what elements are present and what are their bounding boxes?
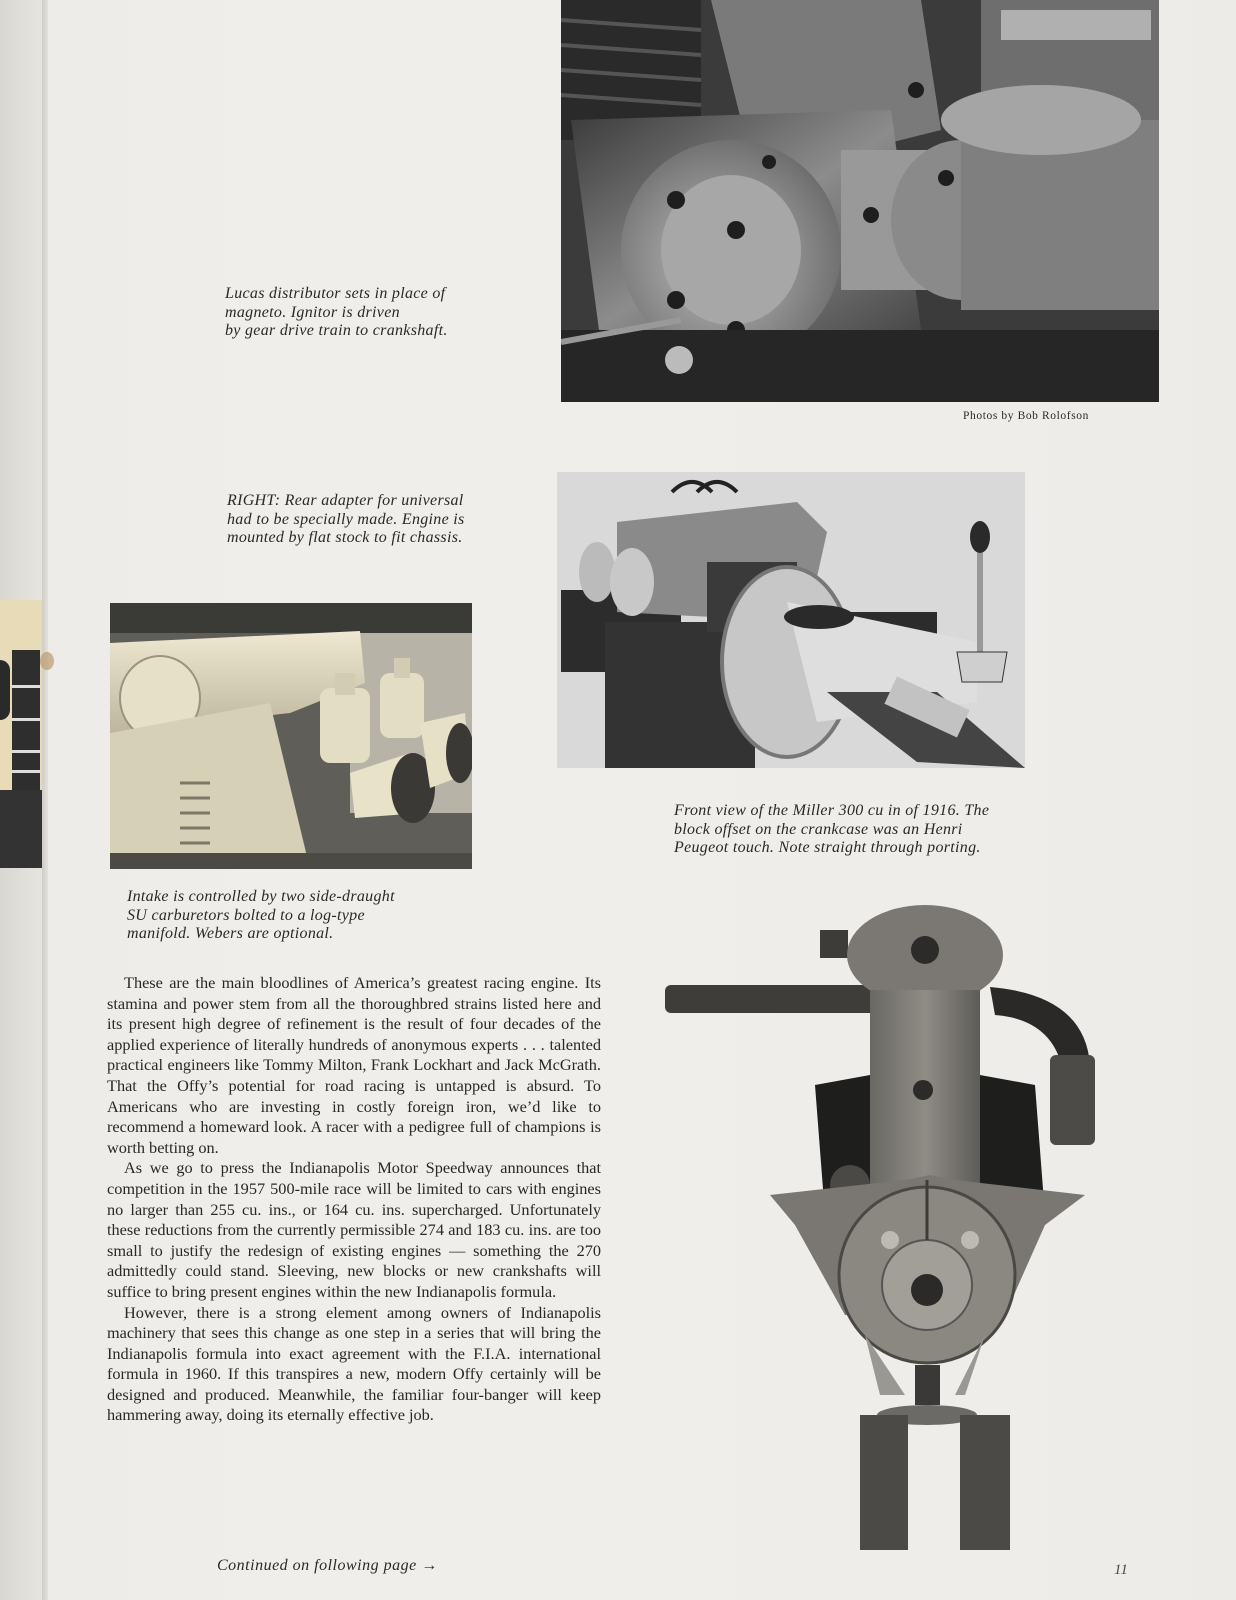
photo-distributor — [561, 0, 1159, 402]
caption-intake: Intake is controlled by two side-draught SU carburetors bolted to a log-type manifold. Webers are optional. — [127, 888, 395, 942]
article-paragraph: These are the main bloodlines of America’s greatest racing engine. Its stamina and power stem from all the thoroughbred strains listed here and its present high degree of refinement is the result of four decades of the applied experience of literally hundreds of anonymous experts . . . talented practical engineers like Tommy Milton, Frank Lockhart and Jack McGrath. That the Offy’s potential for road racing is untapped is absurd. To Americans who are investing in costly foreign iron, we’d like to recommend a homeward look. A racer with a pedigree full of champions is worth betting on. — [107, 973, 601, 1157]
continued-link: Continued on following page → — [217, 1557, 438, 1574]
caption-distributor: Lucas distributor sets in place of magneto. Ignitor is driven by gear drive train to crankshaft. — [225, 285, 448, 339]
page-gutter — [42, 0, 48, 1600]
page-number: 11 — [1114, 1562, 1128, 1578]
caption-rear-adapter: RIGHT: Rear adapter for universal had to be specially made. Engine is mounted by flat stock to fit chassis. — [227, 492, 465, 546]
caption-miller: Front view of the Miller 300 cu in of 1916. The block offset on the crankcase was an Henri Peugeot touch. Note straight through porting. — [674, 802, 990, 856]
photo-credit: Photos by Bob Rolofson — [963, 410, 1089, 422]
article-paragraph: However, there is a strong element among owners of Indianapolis machinery that sees this change as one step in a series that will bring the Indianapolis formula into exact agreement with the F.I.A. international formula in 1960. If this transpires a new, modern Offy certainly will be designed and produced. Meanwhile, the familiar four-banger will keep hammering away, doing its eternally effective job. — [107, 1302, 601, 1425]
article-paragraph: As we go to press the Indianapolis Motor Speedway announces that competition in the 1957 500-mile race will be limited to cars with engines no larger than 255 cu. ins., or 164 cu. ins. supercharged. Unfortunately these reductions from the currently permissible 274 and 183 cu. ins. are too small to justify the redesign of existing engines — something the 270 admittedly could stand. Sleeving, new blocks or new crankshafts will suffice to bring present engines within the new Indianapolis formula. — [107, 1158, 601, 1301]
photo-rear-adapter — [557, 472, 1025, 768]
paper-stain — [40, 652, 54, 670]
photo-miller-front-view — [665, 895, 1115, 1550]
photo-intake-carburetors — [110, 603, 472, 869]
adjacent-page-edge — [0, 600, 42, 868]
article-body — [107, 973, 601, 1426]
